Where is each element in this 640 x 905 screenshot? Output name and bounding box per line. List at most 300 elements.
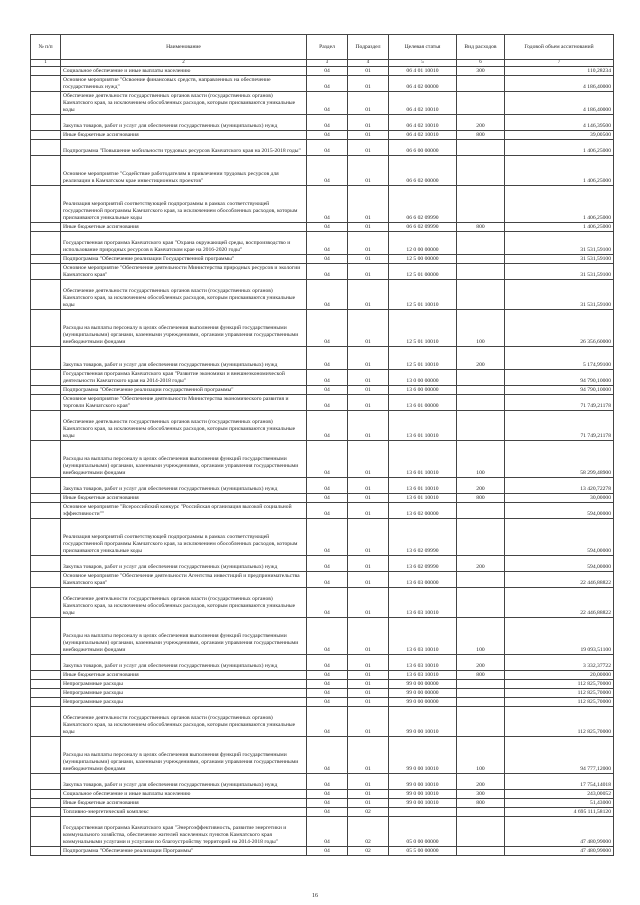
row-type: [457, 572, 505, 588]
row-name: Закупка товаров, работ и услуг для обеспечения государственных (муниципальных) нужд: [61, 115, 307, 131]
row-amount: 19 093,51100: [505, 618, 614, 655]
row-section: 04: [307, 588, 348, 618]
row-subsection: 01: [348, 76, 389, 92]
row-name: Непрограммные расходы: [61, 689, 307, 698]
row-type: 300: [457, 790, 505, 799]
row-subsection: 01: [348, 156, 389, 186]
row-name: Основное мероприятие "Освоение финансовых средств, направленных на обеспечение государственных нужд": [61, 76, 307, 92]
row-type: 200: [457, 655, 505, 671]
row-name: Подпрограмма "Обеспечение реализации государственной программы": [61, 386, 307, 395]
row-name: Расходы на выплаты персоналу в целях обеспечения выполнения функций государственными (муниципальными) органами, казенными учреждениями, органами управления государственными внебюджетными фондами: [61, 310, 307, 347]
row-target: 99 0 00 00000: [389, 680, 457, 689]
row-type: [457, 847, 505, 856]
row-amount: 110,28234: [505, 67, 614, 76]
col-number: 2: [61, 60, 307, 67]
header-target: Целевая статья: [389, 35, 457, 60]
row-name: Обеспечение деятельности государственных органов власти (государственных органов) Камчатского края, за исключением обособленных расходов, которым присваиваются уникальные коды: [61, 411, 307, 441]
row-section: 04: [307, 503, 348, 519]
table-row: [31, 588, 614, 618]
row-amount: 47 480,99000: [505, 847, 614, 856]
row-target: 13 6 03 10010: [389, 671, 457, 680]
row-num: [31, 689, 61, 698]
table-row: [31, 232, 614, 255]
row-num: [31, 395, 61, 411]
row-type: 100: [457, 310, 505, 347]
row-name: Закупка товаров, работ и услуг для обеспечения государственных (муниципальных) нужд: [61, 347, 307, 370]
table-row: [31, 411, 614, 441]
row-num: [31, 671, 61, 680]
row-amount: 594,00000: [505, 503, 614, 519]
row-target: 12 5 01 00000: [389, 264, 457, 280]
table-row: [31, 131, 614, 140]
row-subsection: 01: [348, 92, 389, 115]
row-num: [31, 707, 61, 737]
row-num: [31, 223, 61, 232]
row-amount: 39,00500: [505, 131, 614, 140]
row-section: 04: [307, 698, 348, 707]
row-section: 04: [307, 370, 348, 386]
row-num: [31, 264, 61, 280]
row-target: 13 6 03 00000: [389, 572, 457, 588]
row-amount: 1 406,25000: [505, 156, 614, 186]
row-type: [457, 92, 505, 115]
row-num: [31, 441, 61, 478]
row-name: Непрограммные расходы: [61, 698, 307, 707]
row-name: Обеспечение деятельности государственных органов власти (государственных органов) Камчатского края, за исключением обособленных расходов, которым присваиваются уникальные коды: [61, 707, 307, 737]
row-num: [31, 255, 61, 264]
row-name: Иные бюджетные ассигнования: [61, 223, 307, 232]
table-row: [31, 370, 614, 386]
row-type: [457, 232, 505, 255]
row-name: Подпрограмма "Повышение мобильности трудовых ресурсов Камчатского края на 2015-2018 годы": [61, 140, 307, 156]
row-subsection: 01: [348, 671, 389, 680]
row-name: Закупка товаров, работ и услуг для обеспечения государственных (муниципальных) нужд: [61, 774, 307, 790]
row-num: [31, 411, 61, 441]
row-amount: 112 825,70000: [505, 689, 614, 698]
row-type: [457, 698, 505, 707]
row-amount: 4 186,40000: [505, 92, 614, 115]
row-amount: 594,00000: [505, 556, 614, 572]
page-number: 16: [312, 893, 318, 899]
row-amount: 47 480,99000: [505, 817, 614, 847]
row-name: Социальное обеспечение и иные выплаты населению: [61, 67, 307, 76]
row-subsection: 01: [348, 689, 389, 698]
row-section: 04: [307, 395, 348, 411]
row-type: 800: [457, 799, 505, 808]
row-num: [31, 774, 61, 790]
table-row: [31, 140, 614, 156]
table-row: [31, 519, 614, 556]
table-row: [31, 347, 614, 370]
row-section: 04: [307, 186, 348, 223]
row-subsection: 01: [348, 774, 389, 790]
row-target: 06 6 02 09990: [389, 186, 457, 223]
header-subsection: Подраздел: [348, 35, 389, 60]
row-target: 13 6 03 10010: [389, 655, 457, 671]
row-section: 04: [307, 140, 348, 156]
col-number: 4: [348, 60, 389, 67]
row-num: [31, 115, 61, 131]
row-section: 04: [307, 347, 348, 370]
row-section: 04: [307, 655, 348, 671]
row-amount: 4 146,39500: [505, 115, 614, 131]
row-subsection: 01: [348, 131, 389, 140]
row-subsection: 01: [348, 386, 389, 395]
row-subsection: 01: [348, 310, 389, 347]
row-type: [457, 411, 505, 441]
row-num: [31, 847, 61, 856]
table-row: [31, 689, 614, 698]
row-amount: 1 406,25000: [505, 140, 614, 156]
row-type: [457, 186, 505, 223]
row-name: Расходы на выплаты персоналу в целях обеспечения выполнения функций государственными (муниципальными) органами, казенными учреждениями, органами управления государственными внебюджетными фондами: [61, 737, 307, 774]
table-header-row: [31, 35, 614, 60]
row-target: 05 5 00 00000: [389, 847, 457, 856]
table-row: [31, 255, 614, 264]
row-name: Государственная программа Камчатского края "Энергоэффективность, развитие энергетики и коммунального хозяйства, обеспечение жителей населенных пунктов Камчатского края коммунальными услугами и услугами по благоустройству территорий на 2014-2018 годы": [61, 817, 307, 847]
row-name: Иные бюджетные ассигнования: [61, 494, 307, 503]
table-row: [31, 817, 614, 847]
row-num: [31, 156, 61, 186]
row-subsection: 02: [348, 817, 389, 847]
row-amount: 112 825,70000: [505, 707, 614, 737]
row-num: [31, 737, 61, 774]
table-row: [31, 156, 614, 186]
row-type: [457, 680, 505, 689]
row-amount: 94 777,12000: [505, 737, 614, 774]
row-num: [31, 478, 61, 494]
row-section: 04: [307, 115, 348, 131]
row-subsection: 01: [348, 186, 389, 223]
row-target: 06 6 02 00000: [389, 156, 457, 186]
table-row: [31, 774, 614, 790]
row-section: 04: [307, 774, 348, 790]
row-target: 13 6 02 00000: [389, 503, 457, 519]
row-num: [31, 386, 61, 395]
row-target: 13 6 03 10010: [389, 618, 457, 655]
row-target: 13 6 00 00000: [389, 386, 457, 395]
row-num: [31, 67, 61, 76]
row-name: Подпрограмма "Обеспечение реализации Государственной программы": [61, 255, 307, 264]
row-type: 800: [457, 131, 505, 140]
row-amount: 71 749,21178: [505, 411, 614, 441]
row-amount: 22 446,88822: [505, 572, 614, 588]
row-name: Закупка товаров, работ и услуг для обеспечения государственных (муниципальных) нужд: [61, 556, 307, 572]
row-amount: 22 446,88822: [505, 588, 614, 618]
row-type: [457, 707, 505, 737]
table-row: [31, 671, 614, 680]
row-num: [31, 232, 61, 255]
row-target: 13 6 01 10010: [389, 411, 457, 441]
row-type: [457, 503, 505, 519]
table-row: [31, 790, 614, 799]
row-num: [31, 503, 61, 519]
row-num: [31, 310, 61, 347]
row-type: 800: [457, 494, 505, 503]
row-target: 06 6 02 09990: [389, 223, 457, 232]
row-type: [457, 370, 505, 386]
row-type: [457, 588, 505, 618]
row-name: Социальное обеспечение и иные выплаты населению: [61, 790, 307, 799]
row-subsection: 01: [348, 494, 389, 503]
row-target: 12 5 00 00000: [389, 255, 457, 264]
row-target: 99 0 00 10010: [389, 737, 457, 774]
table-row: [31, 799, 614, 808]
row-type: 200: [457, 347, 505, 370]
row-subsection: 01: [348, 478, 389, 494]
row-type: 100: [457, 618, 505, 655]
row-subsection: 02: [348, 847, 389, 856]
table-row: [31, 618, 614, 655]
row-amount: 5 174,99100: [505, 347, 614, 370]
row-subsection: 01: [348, 67, 389, 76]
row-section: 04: [307, 817, 348, 847]
row-type: [457, 76, 505, 92]
col-number: 3: [307, 60, 348, 67]
row-subsection: 01: [348, 347, 389, 370]
row-num: [31, 808, 61, 817]
table-row: [31, 847, 614, 856]
row-type: [457, 808, 505, 817]
row-subsection: 01: [348, 264, 389, 280]
row-amount: 71 749,21178: [505, 395, 614, 411]
row-amount: 31 531,59100: [505, 232, 614, 255]
row-amount: 26 356,60000: [505, 310, 614, 347]
col-number: 1: [31, 60, 61, 67]
row-name: Иные бюджетные ассигнования: [61, 799, 307, 808]
row-section: 04: [307, 76, 348, 92]
table-row: [31, 707, 614, 737]
row-section: 04: [307, 223, 348, 232]
row-type: 800: [457, 671, 505, 680]
row-target: [389, 808, 457, 817]
table-row: [31, 737, 614, 774]
row-amount: 30,00000: [505, 494, 614, 503]
row-num: [31, 347, 61, 370]
row-section: 04: [307, 737, 348, 774]
row-type: [457, 156, 505, 186]
row-amount: 31 531,59100: [505, 255, 614, 264]
row-num: [31, 140, 61, 156]
row-subsection: 01: [348, 115, 389, 131]
row-target: 06 4 02 10010: [389, 115, 457, 131]
row-section: 04: [307, 707, 348, 737]
row-name: Основное мероприятие "Обеспечение деятельности Агентства инвестиций и предпринимательства Камчатского края": [61, 572, 307, 588]
row-num: [31, 799, 61, 808]
row-target: 99 0 00 10010: [389, 790, 457, 799]
row-target: 12 5 01 10010: [389, 347, 457, 370]
row-type: 200: [457, 115, 505, 131]
row-target: 06 4 01 10010: [389, 67, 457, 76]
row-target: 13 6 01 10010: [389, 441, 457, 478]
row-type: [457, 140, 505, 156]
row-num: [31, 655, 61, 671]
row-amount: 51,43000: [505, 799, 614, 808]
table-row: [31, 808, 614, 817]
row-name: Топливно-энергетический комплекс: [61, 808, 307, 817]
row-amount: 112 825,70000: [505, 680, 614, 689]
header-type: Вид расходов: [457, 35, 505, 60]
row-subsection: 01: [348, 395, 389, 411]
table-row: [31, 115, 614, 131]
row-amount: 94 790,10000: [505, 386, 614, 395]
table-row: [31, 223, 614, 232]
row-section: 04: [307, 386, 348, 395]
row-subsection: 01: [348, 655, 389, 671]
row-subsection: 01: [348, 411, 389, 441]
table-row: [31, 67, 614, 76]
row-target: 99 0 00 10010: [389, 707, 457, 737]
row-subsection: 01: [348, 737, 389, 774]
row-amount: 4 695 111,58120: [505, 808, 614, 817]
row-section: 04: [307, 556, 348, 572]
row-num: [31, 494, 61, 503]
row-type: 200: [457, 556, 505, 572]
row-section: 04: [307, 671, 348, 680]
row-name: Расходы на выплаты персоналу в целях обеспечения выполнения функций государственными (муниципальными) органами, казенными учреждениями, органами управления государственными внебюджетными фондами: [61, 441, 307, 478]
row-target: 99 0 00 00000: [389, 698, 457, 707]
row-num: [31, 618, 61, 655]
col-number: 6: [457, 60, 505, 67]
row-num: [31, 519, 61, 556]
row-amount: 94 790,10000: [505, 370, 614, 386]
row-num: [31, 92, 61, 115]
row-section: 04: [307, 478, 348, 494]
row-section: 04: [307, 799, 348, 808]
table-row: [31, 76, 614, 92]
table-row: [31, 280, 614, 310]
row-subsection: 01: [348, 556, 389, 572]
col-number: 5: [389, 60, 457, 67]
row-num: [31, 186, 61, 223]
row-num: [31, 588, 61, 618]
row-name: Государственная программа Камчатского края "Развитие экономики и внешнеэкономической деятельности Камчатского края на 2014-2018 годы": [61, 370, 307, 386]
row-name: Основное мероприятие "Обеспечение деятельности Министерства природных ресурсов и экологии Камчатского края": [61, 264, 307, 280]
table-row: [31, 310, 614, 347]
row-section: 04: [307, 280, 348, 310]
row-subsection: 01: [348, 370, 389, 386]
row-num: [31, 280, 61, 310]
col-number: 7: [505, 60, 614, 67]
row-num: [31, 370, 61, 386]
row-name: Основное мероприятие "Всероссийский конкурс "Российская организация высокой социальной эффективности"": [61, 503, 307, 519]
row-subsection: 01: [348, 280, 389, 310]
row-subsection: 01: [348, 680, 389, 689]
table-row: [31, 494, 614, 503]
row-num: [31, 817, 61, 847]
table-row: [31, 264, 614, 280]
row-target: 13 6 01 00000: [389, 395, 457, 411]
row-target: 13 6 03 10010: [389, 588, 457, 618]
row-num: [31, 76, 61, 92]
row-target: 99 0 00 00000: [389, 689, 457, 698]
row-section: 04: [307, 156, 348, 186]
row-type: [457, 264, 505, 280]
row-type: [457, 280, 505, 310]
row-target: 06 4 02 10010: [389, 92, 457, 115]
row-type: 800: [457, 223, 505, 232]
row-name: Иные бюджетные ассигнования: [61, 131, 307, 140]
row-subsection: 01: [348, 140, 389, 156]
row-subsection: 01: [348, 503, 389, 519]
header-amount: Годовой объем ассигнований: [505, 35, 614, 60]
row-subsection: 01: [348, 698, 389, 707]
row-target: 06 4 02 00000: [389, 76, 457, 92]
row-amount: 594,00000: [505, 519, 614, 556]
row-amount: 31 531,59100: [505, 264, 614, 280]
row-section: 04: [307, 255, 348, 264]
row-num: [31, 680, 61, 689]
row-subsection: 01: [348, 441, 389, 478]
row-name: Иные бюджетные ассигнования: [61, 671, 307, 680]
row-target: 06 4 02 10010: [389, 131, 457, 140]
column-number-row: [31, 60, 614, 67]
row-amount: 243,00052: [505, 790, 614, 799]
row-section: 04: [307, 519, 348, 556]
row-amount: 112 825,70000: [505, 698, 614, 707]
row-type: 200: [457, 774, 505, 790]
row-name: Закупка товаров, работ и услуг для обеспечения государственных (муниципальных) нужд: [61, 478, 307, 494]
row-target: 06 6 00 00000: [389, 140, 457, 156]
row-subsection: 01: [348, 588, 389, 618]
row-type: [457, 395, 505, 411]
row-amount: 3 332,37722: [505, 655, 614, 671]
row-section: 04: [307, 572, 348, 588]
row-subsection: 01: [348, 707, 389, 737]
row-type: 100: [457, 441, 505, 478]
row-subsection: 01: [348, 790, 389, 799]
row-type: [457, 689, 505, 698]
row-amount: 1 406,25000: [505, 223, 614, 232]
table-row: [31, 395, 614, 411]
row-type: 300: [457, 67, 505, 76]
row-section: 04: [307, 790, 348, 799]
row-target: 12 5 01 10010: [389, 310, 457, 347]
row-subsection: 01: [348, 223, 389, 232]
row-name: Государственная программа Камчатского края "Охрана окружающей среды, воспроизводство и использование природных ресурсов в Камчатском крае на 2016-2020 годы": [61, 232, 307, 255]
row-amount: 31 531,59100: [505, 280, 614, 310]
row-section: 04: [307, 67, 348, 76]
row-subsection: 01: [348, 618, 389, 655]
table-row: [31, 655, 614, 671]
row-target: 05 0 00 00000: [389, 817, 457, 847]
row-section: 04: [307, 131, 348, 140]
row-type: [457, 519, 505, 556]
table-row: [31, 572, 614, 588]
row-section: 04: [307, 411, 348, 441]
row-subsection: 01: [348, 799, 389, 808]
row-name: Реализация мероприятий соответствующей подпрограммы в рамках соответствующей государственной программы Камчатского края, за исключением обособленных расходов, которым присваиваются уникальные коды: [61, 519, 307, 556]
row-type: [457, 817, 505, 847]
row-name: Обеспечение деятельности государственных органов власти (государственных органов) Камчатского края, за исключением обособленных расходов, которым присваиваются уникальные коды: [61, 588, 307, 618]
row-type: 200: [457, 478, 505, 494]
row-amount: 13 420,72278: [505, 478, 614, 494]
row-name: Расходы на выплаты персоналу в целях обеспечения выполнения функций государственными (муниципальными) органами, казенными учреждениями, органами управления государственными внебюджетными фондами: [61, 618, 307, 655]
row-name: Основное мероприятие "Обеспечение деятельности Министерства экономического развития и торговли Камчатского края": [61, 395, 307, 411]
table-row: [31, 503, 614, 519]
row-section: 04: [307, 618, 348, 655]
row-num: [31, 556, 61, 572]
table-row: [31, 680, 614, 689]
table-row: [31, 478, 614, 494]
row-amount: 1 406,25000: [505, 186, 614, 223]
row-subsection: 01: [348, 232, 389, 255]
row-num: [31, 131, 61, 140]
row-target: 13 0 00 00000: [389, 370, 457, 386]
row-section: 04: [307, 847, 348, 856]
row-section: 04: [307, 689, 348, 698]
table-row: [31, 556, 614, 572]
